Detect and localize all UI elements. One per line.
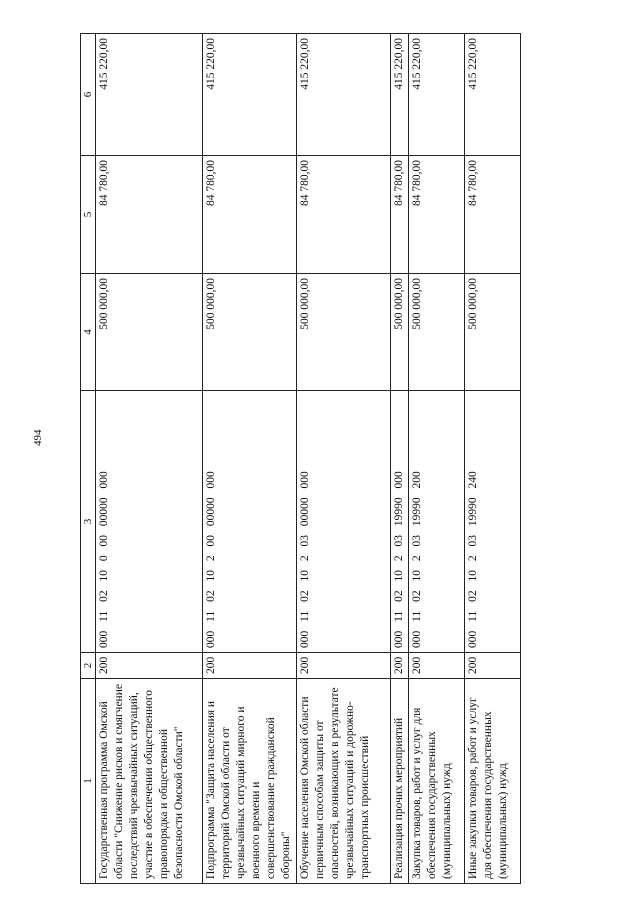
row-col5: 84 780,00	[391, 156, 409, 274]
table-row	[465, 34, 521, 884]
row-col6: 415 220,00	[465, 34, 521, 156]
row-name: Реализация прочих мероприятий	[391, 679, 409, 884]
row-col6: 415 220,00	[391, 34, 409, 156]
row-col5: 84 780,00	[96, 156, 203, 274]
row-name: Закупка товаров, работ и услуг для обеспечения государственных (муниципальных) нужд	[409, 679, 465, 884]
row-col5: 84 780,00	[297, 156, 391, 274]
row-code: 000 11 02 10 0 00 00000 000	[96, 391, 203, 653]
column-header-4: 4	[81, 274, 96, 391]
row-col5: 84 780,00	[465, 156, 521, 274]
table-row	[203, 34, 297, 884]
table-header-row	[81, 34, 96, 884]
row-col2: 200	[96, 653, 203, 679]
row-code: 000 11 02 10 2 03 19990 240	[465, 391, 521, 653]
row-name: Обучение населения Омской области первичным способам защиты от опасностей, возникающих в результате чрезвычайных ситуаций и дорожно-транспортных происшествий	[297, 679, 391, 884]
page-number: 494	[32, 429, 44, 446]
table-row	[96, 34, 203, 884]
row-col2: 200	[297, 653, 391, 679]
column-header-2: 2	[81, 653, 96, 679]
row-col4: 500 000,00	[203, 274, 297, 391]
column-header-5: 5	[81, 156, 96, 274]
budget-table	[80, 33, 521, 884]
row-col2: 200	[465, 653, 521, 679]
table-row	[297, 34, 391, 884]
row-col2: 200	[203, 653, 297, 679]
row-code: 000 11 02 10 2 00 00000 000	[203, 391, 297, 653]
row-col4: 500 000,00	[96, 274, 203, 391]
column-header-1: 1	[81, 679, 96, 884]
row-name: Государственная программа Омской области "Снижение рисков и смягчение последствий чрезвычайных ситуаций, участие в обеспечении общественного правопорядка и общественной безопасности Омской области"	[96, 679, 203, 884]
table-row	[409, 34, 465, 884]
row-code: 000 11 02 10 2 03 00000 000	[297, 391, 391, 653]
row-col4: 500 000,00	[465, 274, 521, 391]
column-header-6: 6	[81, 34, 96, 156]
row-col6: 415 220,00	[203, 34, 297, 156]
budget-table-container	[80, 34, 510, 884]
row-col6: 415 220,00	[409, 34, 465, 156]
row-name: Подпрограмма "Защита населения и территорий Омской области от чрезвычайных ситуаций мирного и военного времени и совершенствование гражданской обороны"	[203, 679, 297, 884]
row-col4: 500 000,00	[409, 274, 465, 391]
row-col6: 415 220,00	[96, 34, 203, 156]
row-code: 000 11 02 10 2 03 19990 000	[391, 391, 409, 653]
row-col4: 500 000,00	[391, 274, 409, 391]
row-col6: 415 220,00	[297, 34, 391, 156]
row-col5: 84 780,00	[203, 156, 297, 274]
table-row	[391, 34, 409, 884]
row-col5: 84 780,00	[409, 156, 465, 274]
column-header-3: 3	[81, 391, 96, 653]
row-col4: 500 000,00	[297, 274, 391, 391]
row-col2: 200	[391, 653, 409, 679]
row-col2: 200	[409, 653, 465, 679]
row-code: 000 11 02 10 2 03 19990 200	[409, 391, 465, 653]
row-name: Иные закупки товаров, работ и услуг для обеспечения государственных (муниципальных) нужд	[465, 679, 521, 884]
